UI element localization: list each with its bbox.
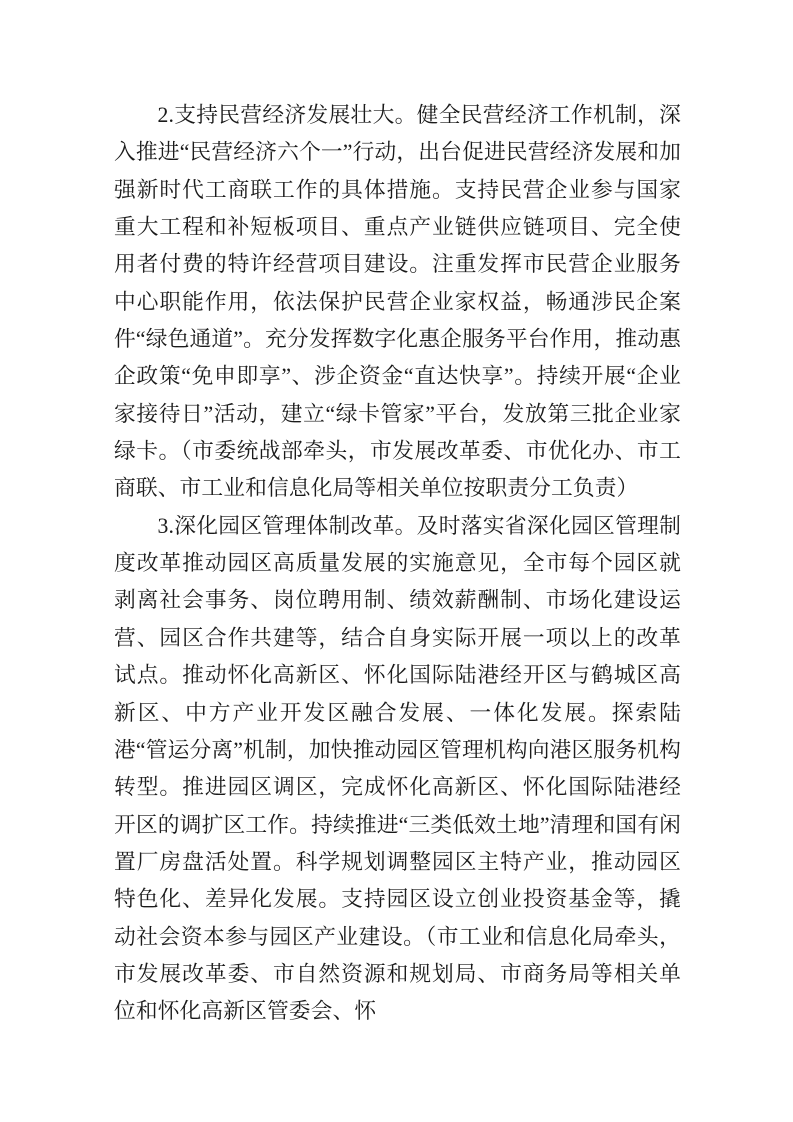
document-body — [114, 97, 681, 1031]
paragraph-item-3: 3.深化园区管理体制改革。及时落实省深化园区管理制度改革推动园区高质量发展的实施意见，全市每个园区就剥离社会事务、岗位聘用制、绩效薪酬制、市场化建设运营、园区合作共建等，结合自身实际开展一项以上的改革试点。推动怀化高新区、怀化国际陆港经开区与鹤城区高新区、中方产业开发区融合发展、一体化发展。探索陆港“管运分离”机制，加快推动园区管理机构向港区服务机构转型。推进园区调区，完成怀化高新区、怀化国际陆港经开区的调扩区工作。持续推进“三类低效土地”清理和国有闲置厂房盘活处置。科学规划调整园区主特产业，推动园区特色化、差异化发展。支持园区设立创业投资基金等，撬动社会资本参与园区产业建设。（市工业和信息化局牵头，市发展改革委、市自然资源和规划局、市商务局等相关单位和怀化高新区管委会、怀 — [114, 513, 681, 1024]
paragraph-item-2: 2.支持民营经济发展壮大。健全民营经济工作机制，深入推进“民营经济六个一”行动，出台促进民营经济发展和加强新时代工商联工作的具体措施。支持民营企业参与国家重大工程和补短板项目、重点产业链供应链项目、完全使用者付费的特许经营项目建设。注重发挥市民营企业服务中心职能作用，依法保护民营企业家权益，畅通涉民企案件“绿色通道”。充分发挥数字化惠企服务平台作用，推动惠企政策“免申即享”、涉企资金“直达快享”。持续开展“企业家接待日”活动，建立“绿卡管家”平台，发放第三批企业家绿卡。（市委统战部牵头，市发展改革委、市优化办、市工商联、市工业和信息化局等相关单位按职责分工负责） — [114, 103, 681, 501]
